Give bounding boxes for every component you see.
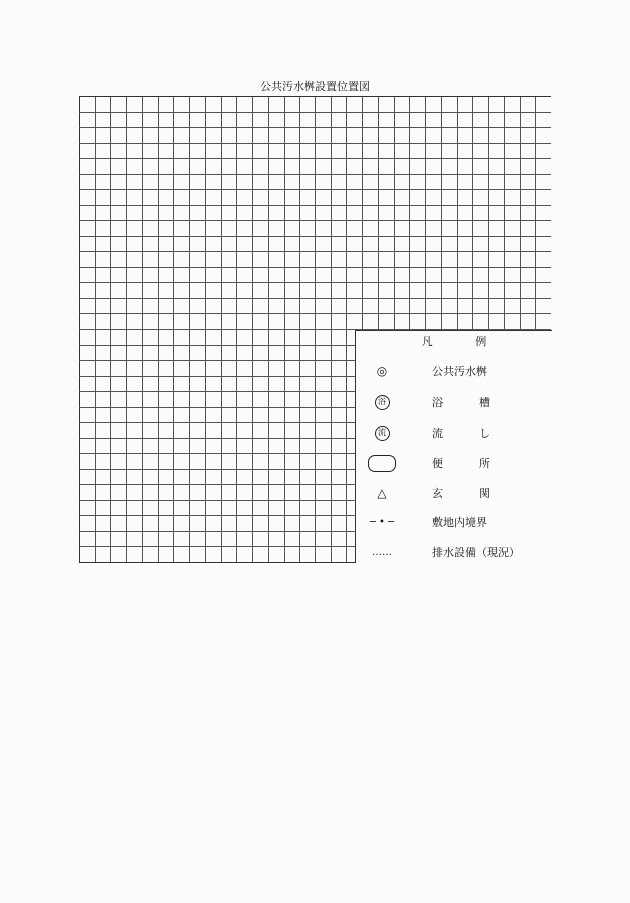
legend-label: 公共汚水桝 [432,365,487,378]
legend-label: 排水設備（現況） [432,546,520,559]
dotted-line-icon: …… [372,546,392,558]
legend-label [432,392,490,412]
legend-label-char: 浴 [432,396,443,409]
legend-label-char: 流 [432,427,443,440]
circled-sink-icon: 流 [375,426,390,441]
legend-row-sink [356,423,552,443]
legend-row-drainage [356,542,552,562]
legend-row-bathtub [356,392,552,412]
dash-dot-line-icon: ─ • ─ [369,516,395,528]
legend-title-char: 例 [475,335,487,348]
legend-box [355,330,552,563]
legend-row-entrance [356,483,552,503]
legend-label-char: 所 [479,457,490,470]
legend-label: 敷地内境界 [432,516,487,529]
legend-row-boundary [356,512,552,532]
legend-title-char: 凡 [421,335,433,348]
legend-label-char: 関 [479,487,490,500]
legend-label [432,453,490,473]
document-title: 公共汚水桝設置位置図 [260,80,370,93]
legend-row-sewer-basin [356,361,552,381]
double-circle-icon: ◎ [376,364,388,378]
legend-label-char: し [479,427,490,440]
triangle-icon: △ [377,486,387,500]
legend-label-char: 槽 [479,396,490,409]
legend-label [432,483,490,503]
circled-bath-icon: 浴 [375,395,390,410]
rounded-rectangle-icon [368,455,396,472]
legend-row-toilet [356,453,552,473]
legend-label [432,423,490,443]
legend-label-char: 玄 [432,487,443,500]
legend-label-char: 便 [432,457,443,470]
legend-title [356,335,552,349]
